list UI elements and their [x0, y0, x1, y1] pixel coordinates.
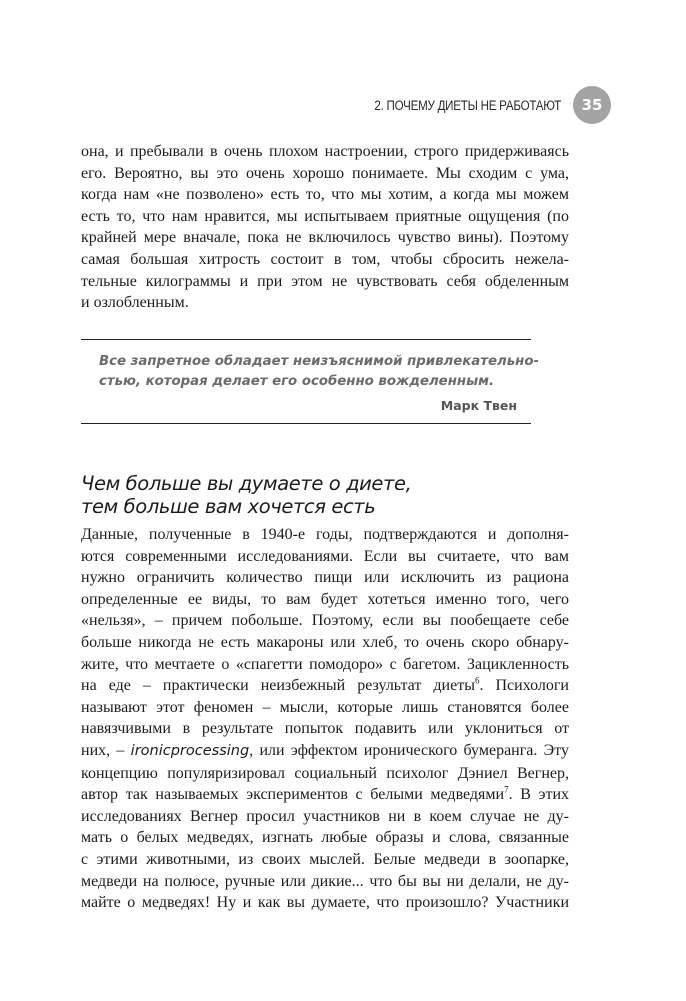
- text-line: [81, 740, 569, 763]
- text-line: нужно ограничить количество пищи или исключить из рациона: [81, 569, 569, 587]
- text-span: автор так называемых экспериментов с белыми медведями: [81, 786, 505, 804]
- text-line: крайней мере вначале, пока не включилось чувство вины). Поэтому: [81, 229, 569, 247]
- text-span: . В этих: [508, 786, 570, 804]
- text-line: мать о белых медведях, изгнать любые образы и слова, связанные: [81, 829, 569, 847]
- text-span: . Психологи: [479, 677, 569, 695]
- epigraph-quote: [81, 339, 539, 424]
- text-span: на еде – практически неизбежный результат диеты: [81, 677, 475, 695]
- paragraph-2: [81, 524, 569, 914]
- text-line: «нельзя», – причем побольше. Поэтому, если вы пообещаете себе: [81, 612, 569, 630]
- text-line: навязчивыми в результате попыток подавить или уклониться от: [81, 720, 569, 738]
- running-header: [344, 86, 611, 124]
- quote-text: [81, 352, 539, 392]
- text-line: называют этот феномен – мысли, которые лишь становятся более: [81, 698, 569, 716]
- quote-author: Марк Твен: [440, 398, 517, 413]
- text-line: ются современными исследованиями. Если вы считаете, что вам: [81, 547, 569, 565]
- text-line: с этими животными, из своих мыслей. Белые медведи в зоопарке,: [81, 850, 569, 868]
- italic-term: ironicprocessing: [130, 742, 250, 759]
- text-line: концепцию популяризировал социальный психолог Дэниел Вегнер,: [81, 764, 569, 782]
- text-line: майте о медведях! Ну и как вы думаете, что произошло? Участники: [81, 894, 569, 912]
- text-span: них, –: [81, 741, 131, 759]
- quote-line: Все запретное обладает неизъяснимой привлекательно-: [99, 354, 539, 369]
- chapter-title: 2. ПОЧЕМУ ДИЕТЫ НЕ РАБОТАЮТ: [374, 97, 561, 113]
- paragraph-1: [81, 141, 569, 314]
- heading-line: тем больше вам хочется есть: [81, 495, 376, 518]
- footnote-ref: 7: [504, 784, 509, 795]
- text-line: его. Вероятно, вы это очень хорошо понимаете. Мы сходим с ума,: [81, 164, 569, 182]
- text-line: Данные, полученные в 1940-е годы, подтверждаются и дополня-: [81, 526, 569, 543]
- text-line: тельные килограммы и при этом не чувствовать себя обделенным: [81, 272, 569, 290]
- heading-line: Чем больше вы думаете о диете,: [81, 472, 412, 495]
- section-heading: [81, 472, 411, 518]
- text-line: когда нам «не позволено» есть то, что мы хотим, а когда мы можем: [81, 186, 569, 204]
- text-span: , или эффектом иронического бумеранга. Эту: [249, 741, 570, 759]
- text-line: и озлобленным.: [81, 294, 189, 312]
- text-line: медведи на полюсе, ручные или дикие... что бы вы ни делали, не ду-: [81, 872, 569, 890]
- text-line: она, и пребывали в очень плохом настроении, строго придерживаясь: [81, 143, 569, 160]
- text-line: исследованиях Вегнер просил участников ни в коем случае не ду-: [81, 807, 569, 825]
- text-line: [81, 784, 569, 806]
- page-number-badge: 35: [573, 86, 611, 124]
- text-line: жите, что мечтаете о «спагетти помодоро» с багетом. Зацикленность: [81, 655, 569, 673]
- quote-line: стью, которая делает его особенно вожделенным.: [99, 374, 495, 389]
- text-line: определенные ее виды, то вам будет хотеться именно того, чего: [81, 590, 569, 608]
- text-line: самая большая хитрость состоит в том, чтобы сбросить нежела-: [81, 250, 569, 268]
- footnote-ref: 6: [474, 675, 480, 686]
- text-line: больше никогда не есть макароны или хлеб, то очень скоро обнару-: [81, 633, 569, 651]
- text-line: есть то, что нам нравится, мы испытываем приятные ощущения (по: [81, 207, 569, 225]
- text-line: [81, 675, 569, 697]
